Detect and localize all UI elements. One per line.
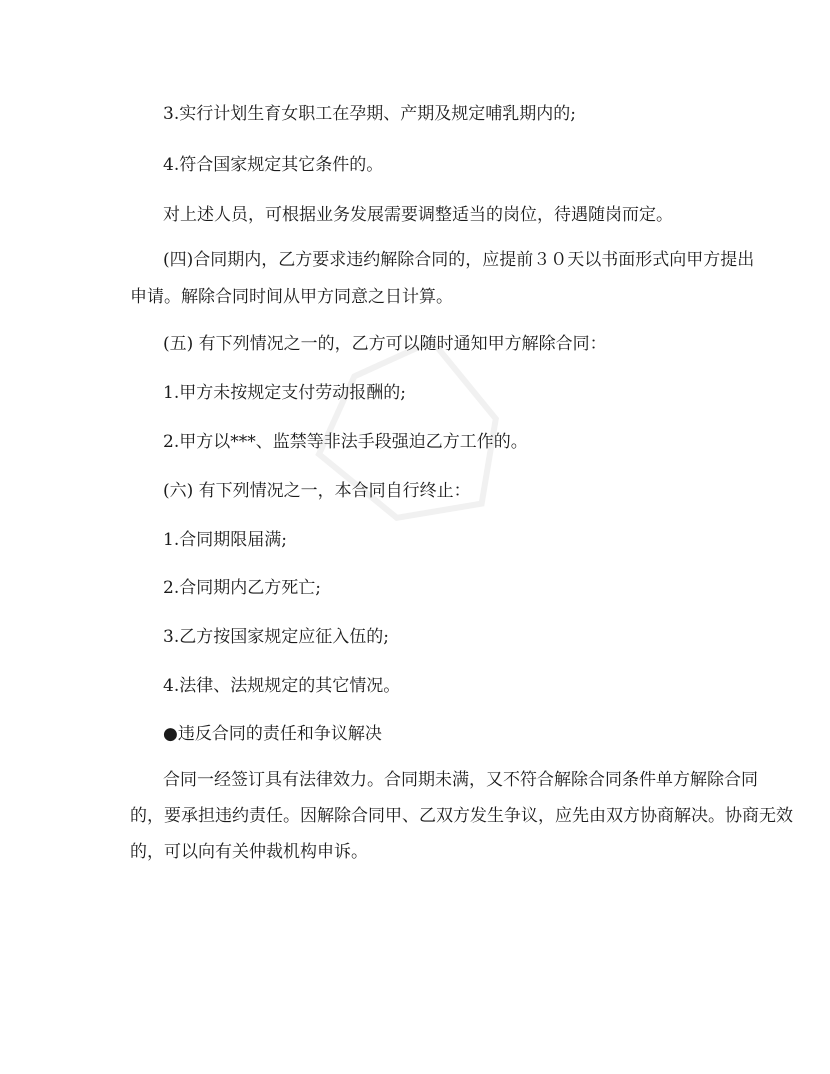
paragraph-1: 3.实行计划生育女职工在孕期、产期及规定哺乳期内的; — [163, 104, 576, 124]
paragraph-4-line2: 申请。解除合同时间从甲方同意之日计算。 — [130, 287, 453, 307]
paragraph-9: 1.合同期限届满; — [163, 530, 287, 550]
final-paragraph-line1: 合同一经签订具有法律效力。合同期未满，又不符合解除合同条件单方解除合同 — [163, 770, 758, 790]
paragraph-10: 2.合同期内乙方死亡; — [163, 578, 321, 598]
paragraph-7: 2.甲方以***、监禁等非法手段强迫乙方工作的。 — [163, 432, 528, 452]
paragraph-12: 4.法律、法规规定的其它情况。 — [163, 676, 401, 696]
section-heading: ●违反合同的责任和争议解决 — [163, 724, 382, 744]
paragraph-11: 3.乙方按国家规定应征入伍的; — [163, 627, 389, 647]
paragraph-2: 4.符合国家规定其它条件的。 — [163, 155, 384, 175]
final-paragraph-line3: 的，可以向有关仲裁机构申诉。 — [130, 842, 368, 862]
paragraph-4-line1: (四)合同期内，乙方要求违约解除合同的，应提前３０天以书面形式向甲方提出 — [163, 250, 755, 270]
paragraph-3: 对上述人员，可根据业务发展需要调整适当的岗位，待遇随岗而定。 — [163, 205, 673, 225]
paragraph-8: (六) 有下列情况之一，本合同自行终止： — [163, 481, 471, 501]
final-paragraph-line2: 的，要承担违约责任。因解除合同甲、乙双方发生争议，应先由双方协商解决。协商无效 — [130, 806, 793, 826]
paragraph-6: 1.甲方未按规定支付劳动报酬的; — [163, 383, 406, 403]
paragraph-5: (五) 有下列情况之一的，乙方可以随时通知甲方解除合同： — [163, 334, 607, 354]
